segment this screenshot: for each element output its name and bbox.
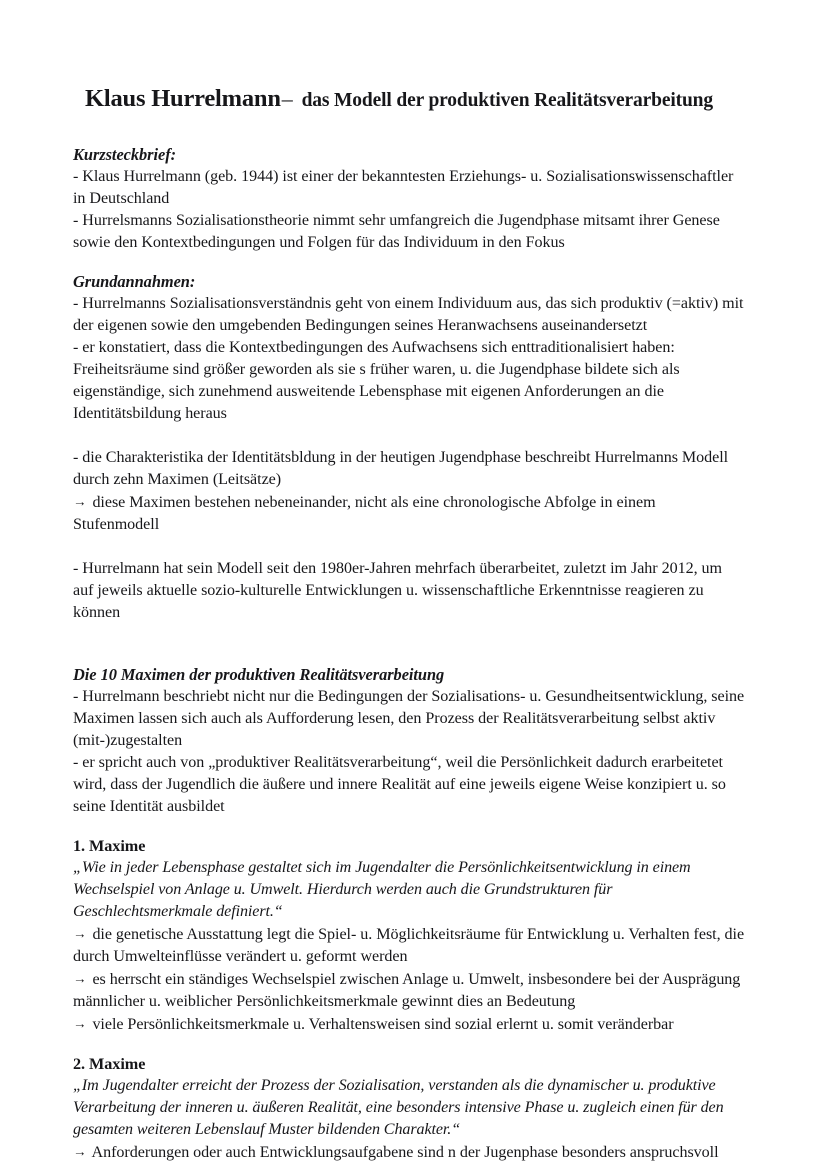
arrow-icon: → [73, 925, 87, 941]
section-kurzsteckbrief [73, 144, 745, 254]
maxime-1-arrow-item-2 [73, 968, 745, 1013]
grundannahmen-line-2: - er konstatiert, dass die Kontextbedingungen des Aufwachsens sich enttraditionalisiert haben: Freiheitsräume sind größer geworden als sie s früher waren, u. die Jugendphase bildete sich als eigenständige, sich zunehmend ausweitende Lebensphase mit eigenen Anforderungen an die Identitätsbildung heraus [73, 338, 680, 422]
maxime-2-quote: „Im Jugendalter erreicht der Prozess der Sozialisation, verstanden als die dynamischer u. produktive Verarbeitung der inneren u. äußeren Realität, eine besonders intensive Phase u. zugleich einen für den gesamten weiteren Lebenslauf Muster bildenden Charakter.“ [73, 1076, 724, 1138]
document-body [73, 78, 745, 1164]
spacer [73, 254, 745, 271]
arrow-icon: → [73, 970, 87, 986]
spacer [73, 425, 745, 447]
maxime-1-arrow-text-3: viele Persönlichkeitsmerkmale u. Verhaltensweisen sind sozial erlernt u. somit veränderbar [92, 1015, 674, 1033]
spacer [73, 1036, 745, 1053]
arrow-icon: → [73, 1015, 87, 1031]
kurzsteckbrief-line-1: - Klaus Hurrelmann (geb. 1944) ist einer der bekanntesten Erziehungs- u. Sozialisationswissenschaftler in Deutschland [73, 167, 734, 207]
spacer [73, 818, 745, 835]
section-grundannahmen [73, 271, 745, 624]
title-main-text: Klaus Hurrelmann [85, 85, 281, 112]
title-dash: – [281, 86, 293, 111]
maxime-1-arrow-item-1 [73, 923, 745, 968]
maxime-2-arrow-item-1 [73, 1141, 745, 1164]
maximen-intro-line-1: - Hurrelmann beschriebt nicht nur die Bedingungen der Sozialisations- u. Gesundheitsentwicklung, seine Maximen lassen sich auch als Aufforderung lesen, den Prozess der Realitätsverarbeitung selbst aktiv (mit-)zugestalten [73, 687, 745, 749]
grundannahmen-block2-line-1: - die Charakteristika der Identitätsbldung in der heutigen Jugendphase beschreibt Hurrelmanns Modell durch zehn Maximen (Leitsätze) [73, 448, 729, 488]
section-maximen-intro [73, 664, 745, 818]
kurzsteckbrief-heading: Kurzsteckbrief: [73, 144, 177, 164]
spacer [73, 536, 745, 558]
grundannahmen-block3-line-1: - Hurrelmann hat sein Modell seit den 1980er-Jahren mehrfach überarbeitet, zuletzt im Jahr 2012, um auf jeweils aktuelle sozio-kulturelle Entwicklungen u. wissenschaftliche Erkenntnisse reagieren zu können [73, 559, 722, 621]
grundannahmen-line-1: - Hurrelmanns Sozialisationsverständnis geht von einem Individuum aus, das sich produktiv (=aktiv) mit der eigenen sowie den umgebenden Bedingungen seines Heranwachsens auseinandersetzt [73, 294, 744, 334]
maxime-2-arrow-text-1: Anforderungen oder auch Entwicklungsaufgabene sind n der Jugenphase besonders anspruchsvoll [91, 1143, 719, 1161]
section-maxime-1 [73, 835, 745, 1036]
maxime-1-quote: „Wie in jeder Lebensphase gestaltet sich im Jugendalter die Persönlichkeitsentwicklung in einem Wechselspiel von Anlage u. Umwelt. Hierdurch werden auch die Grundstrukturen für Geschlechtsmerkmale definiert.“ [73, 858, 691, 920]
maxime-1-arrow-text-2: es herrscht ein ständiges Wechselspiel zwischen Anlage u. Umwelt, insbesondere bei der Ausprägung männlicher u. weiblicher Persönlichkeitsmerkmale gewinnt dies an Bedeutung [73, 970, 741, 1010]
maxime-1-heading: 1. Maxime [73, 836, 146, 855]
maximen-intro-line-2: - er spricht auch von „produktiver Realitätsverarbeitung“, weil die Persönlichkeit dadurch erarbeitetet wird, dass der Jugendlich die äußere und innere Realität auf eine jeweils eigene Weise konzipiert u. so seine Identität ausbildet [73, 753, 726, 815]
grundannahmen-block2-arrow-text: diese Maximen bestehen nebeneinander, nicht als eine chronologische Abfolge in einem Stufenmodell [73, 493, 656, 533]
kurzsteckbrief-line-2: - Hurrelsmanns Sozialisationstheorie nimmt sehr umfangreich die Jugendphase mitsamt ihrer Genese sowie den Kontextbedingungen und Folgen für das Individuum in den Fokus [73, 211, 720, 251]
title-subtitle-text: das Modell der produktiven Realitätsverarbeitung [301, 90, 713, 111]
grundannahmen-heading: Grundannahmen: [73, 271, 196, 291]
page-title [85, 78, 745, 114]
section-maxime-2 [73, 1053, 745, 1164]
spacer [73, 624, 745, 664]
maxime-1-arrow-item-3 [73, 1013, 745, 1036]
maximen-intro-heading: Die 10 Maximen der produktiven Realitätsverarbeitung [73, 664, 445, 684]
arrow-icon: → [73, 493, 87, 509]
grundannahmen-block2-arrow-item [73, 491, 745, 536]
maxime-1-arrow-text-1: die genetische Ausstattung legt die Spiel- u. Möglichkeitsräume für Entwicklung u. Verhalten fest, die durch Umwelteinflüsse verändert u. geformt werden [73, 925, 745, 965]
arrow-icon: → [73, 1143, 87, 1159]
maxime-2-heading: 2. Maxime [73, 1054, 146, 1073]
